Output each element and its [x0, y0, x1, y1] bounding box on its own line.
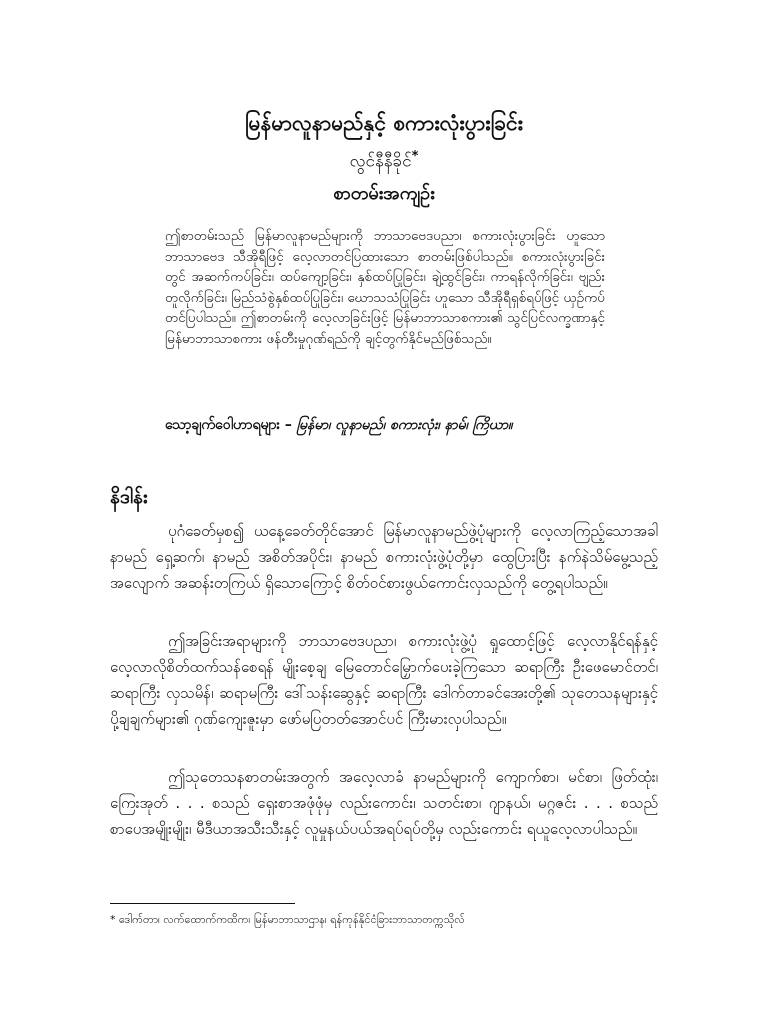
author-line	[0, 144, 768, 175]
abstract-body: ဤစာတမ်းသည် မြန်မာလူနာမည်များကို ဘာသာဗေဒပညာ၊ စကားလုံးပွားခြင်း ဟူသော ဘာသာဗေဒ သီအိုရီဖြင့် လေ့လာတင်ပြထားသော စာတမ်းဖြစ်ပါသည်။ စကားလုံးပွားခြင်းတွင် အဆက်ကပ်ခြင်း၊ ထပ်ကျော့ခြင်း၊ နှစ်ထပ်ပြုခြင်း၊ ချဲ့ထွင်ခြင်း၊ ကာရန်လိုက်ခြင်း၊ ဗျည်းတူလိုက်ခြင်း၊ မြည်သံစွဲနှစ်ထပ်ပြုခြင်း၊ ဃောသသံပြုခြင်း ဟူသော သီအိုရီရှစ်ရပ်ဖြင့် ယှဉ်ကပ်တင်ပြပါသည်။ ဤစာတမ်းကို လေ့လာခြင်းဖြင့် မြန်မာဘာသာစကား၏ သွင်ပြင်လက္ခဏာနှင့် မြန်မာဘာသာစကား ဖန်တီးမှုဂုဏ်ရည်ကို ချင့်တွက်နိုင်မည်ဖြစ်သည်။	[165, 228, 605, 347]
keywords-list: မြန်မာ၊ လူနာမည်၊ စကားလုံး၊ နာမ်၊ ကြိယာ။	[296, 417, 513, 433]
intro-paragraph-2: ဤအခြင်းအရာများကို ဘာသာဗေဒပညာ၊ စကားလုံးဖွဲ့ပုံ ရှုထောင့်ဖြင့် လေ့လာနိုင်ရန်နှင့် လေ့လာလိုစိတ်ထက်သန်စေရန် မျိုးစေ့ချ မြေတောင်မြှောက်ပေးခဲ့ကြသော ဆရာကြီး ဦးဖေမောင်တင်၊ ဆရာကြီး လှသမိန်၊ ဆရာမကြီး ဒေါ်သန်းဆွေနှင့် ဆရာကြီး ဒေါက်တာခင်အေးတို့၏ သုတေသနများနှင့် ပို့ချချက်များ၏ ဂုဏ်ကျေးဇူးမှာ ဖော်မပြတတ်အောင်ပင် ကြီးမားလှပါသည်။	[110, 632, 658, 728]
introduction-heading: နိဒါန်း	[110, 486, 148, 508]
keywords-line	[165, 414, 605, 436]
author-footnote-mark: *	[411, 149, 419, 164]
author-affiliation-footnote: * ဒေါက်တာ၊ လက်ထောက်ကထိက၊ မြန်မာဘာသာဌာန၊ ရန်ကုန်နိုင်ငံခြားဘာသာတက္ကသိုလ်	[110, 913, 465, 926]
footnote-divider	[110, 903, 295, 904]
keywords-label: သော့ချက်ဝေါဟာရများ –	[165, 417, 292, 433]
abstract-heading: စာတမ်းအကျဉ်း	[333, 183, 435, 204]
author-name: လွင်နီနီခိုင်	[349, 151, 412, 172]
intro-paragraph-1: ပုဂံခေတ်မှစ၍ ယနေ့ခေတ်တိုင်အောင် မြန်မာလူနာမည်ဖွဲ့ပုံများကို လေ့လာကြည့်သောအခါ နာမည် ရှေ့ဆက်၊ နာမည် အစိတ်အပိုင်း၊ နာမည် စကားလုံးဖွဲ့ပုံတို့မှာ ထွေပြားပြီး နက်နဲသိမ်မွေ့သည့်အလျောက် အဆန်းတကြယ် ရှိသောကြောင့် စိတ်ဝင်စားဖွယ်ကောင်းလှသည်ကို တွေ့ရပါသည်။	[110, 522, 658, 592]
paper-title: မြန်မာလူနာမည်နှင့် စကားလုံးပွားခြင်း	[245, 111, 523, 135]
intro-paragraph-3: ဤသုတေသနစာတမ်းအတွက် အလေ့လာခံ နာမည်များကို ကျောက်စာ၊ မင်စာ၊ ဖြတ်ထုံး၊ ကြေးအုတ် . . . စသည် ရှေးစာအဖုံဖုံမှ လည်းကောင်း၊ သတင်းစာ၊ ဂျာနယ်၊ မဂ္ဂဇင်း . . . စသည် စာပေအမျိုးမျိုး၊ မီဒီယာအသီးသီးနှင့် လူမှုနယ်ပယ်အရပ်ရပ်တို့မှ လည်းကောင်း ရယူလေ့လာပါသည်။	[110, 768, 658, 838]
